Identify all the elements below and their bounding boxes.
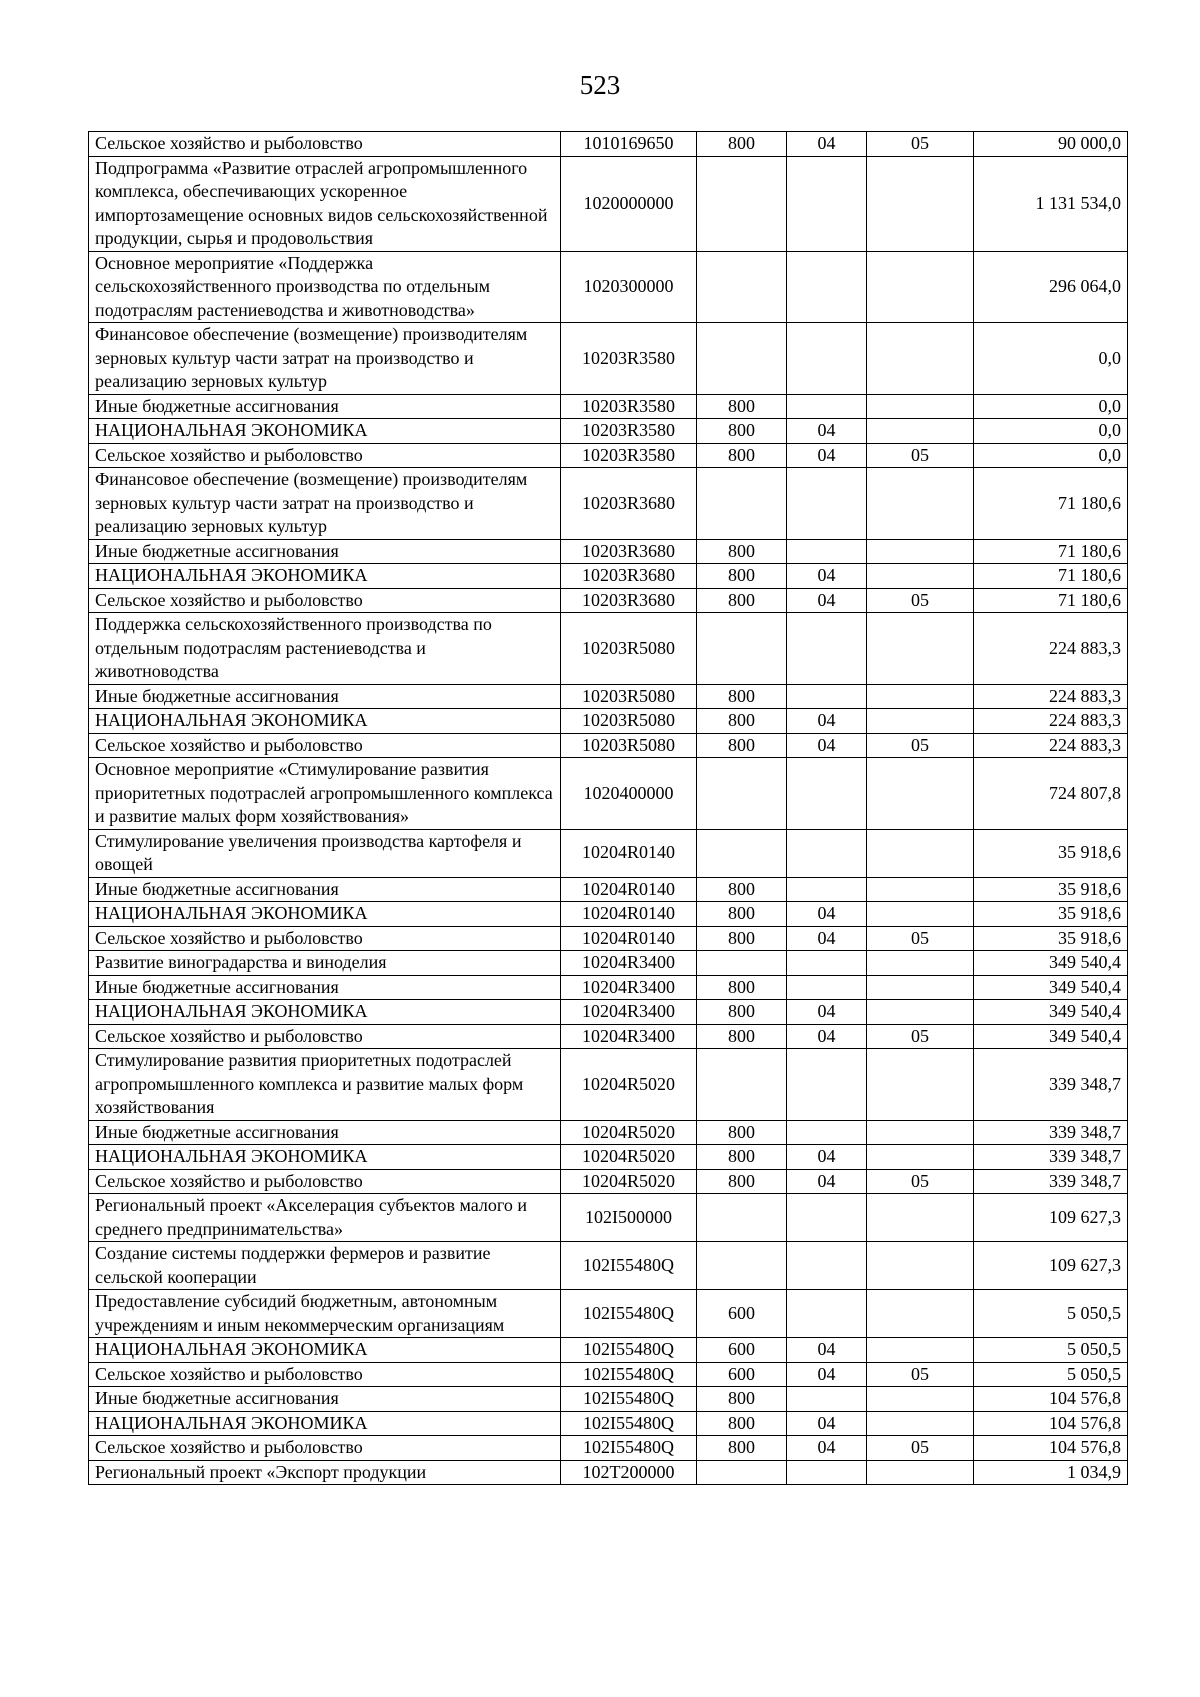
row-name-cell: Стимулирование развития приоритетных подотраслей агропромышленного комплекса и развитие малых форм хозяйствования: [89, 1049, 561, 1121]
row-expense-type-cell: [697, 1460, 787, 1485]
row-amount-cell: 71 180,6: [974, 588, 1128, 613]
row-section-cell: 04: [787, 709, 867, 734]
table-row: [89, 588, 1128, 613]
row-section-cell: 04: [787, 419, 867, 444]
row-code-cell: 102T200000: [561, 1460, 697, 1485]
row-section-cell: 04: [787, 132, 867, 157]
table-row: [89, 1024, 1128, 1049]
row-code-cell: 102I500000: [561, 1194, 697, 1242]
row-subsection-cell: [867, 1194, 974, 1242]
row-section-cell: [787, 1194, 867, 1242]
table-row: [89, 1362, 1128, 1387]
row-code-cell: 10204R0140: [561, 877, 697, 902]
row-amount-cell: 349 540,4: [974, 951, 1128, 976]
row-code-cell: 1020000000: [561, 156, 697, 251]
table-row: [89, 1000, 1128, 1025]
row-name-cell: Сельское хозяйство и рыболовство: [89, 132, 561, 157]
row-name-cell: НАЦИОНАЛЬНАЯ ЭКОНОМИКА: [89, 419, 561, 444]
row-name-cell: Поддержка сельскохозяйственного производства по отдельным подотраслям растениеводства и животноводства: [89, 613, 561, 685]
row-expense-type-cell: 800: [697, 975, 787, 1000]
row-subsection-cell: [867, 1460, 974, 1485]
row-name-cell: Сельское хозяйство и рыболовство: [89, 1362, 561, 1387]
row-name-cell: Создание системы поддержки фермеров и развитие сельской кооперации: [89, 1242, 561, 1290]
table-row: [89, 1194, 1128, 1242]
row-expense-type-cell: 800: [697, 902, 787, 927]
row-code-cell: 10203R5080: [561, 709, 697, 734]
table-row: [89, 1120, 1128, 1145]
row-amount-cell: 339 348,7: [974, 1169, 1128, 1194]
table-row: [89, 926, 1128, 951]
table-row: [89, 1145, 1128, 1170]
row-expense-type-cell: 800: [697, 1411, 787, 1436]
row-name-cell: Иные бюджетные ассигнования: [89, 975, 561, 1000]
row-amount-cell: 35 918,6: [974, 829, 1128, 877]
row-expense-type-cell: [697, 1242, 787, 1290]
row-code-cell: 10204R0140: [561, 829, 697, 877]
row-section-cell: 04: [787, 1338, 867, 1363]
table-row: [89, 1290, 1128, 1338]
table-row: [89, 132, 1128, 157]
row-amount-cell: 224 883,3: [974, 613, 1128, 685]
row-amount-cell: 224 883,3: [974, 709, 1128, 734]
row-section-cell: 04: [787, 926, 867, 951]
row-section-cell: [787, 468, 867, 540]
row-name-cell: Подпрограмма «Развитие отраслей агропромышленного комплекса, обеспечивающих ускоренное импортозамещение основных видов сельскохозяйственной продукции, сырья и продовольствия: [89, 156, 561, 251]
row-section-cell: [787, 251, 867, 323]
row-section-cell: 04: [787, 733, 867, 758]
table-row: [89, 394, 1128, 419]
row-subsection-cell: [867, 1290, 974, 1338]
row-section-cell: 04: [787, 1411, 867, 1436]
row-section-cell: [787, 684, 867, 709]
row-name-cell: Региональный проект «Экспорт продукции: [89, 1460, 561, 1485]
row-subsection-cell: [867, 951, 974, 976]
row-subsection-cell: [867, 684, 974, 709]
page-number: 523: [579, 70, 621, 100]
row-expense-type-cell: 800: [697, 1000, 787, 1025]
row-name-cell: НАЦИОНАЛЬНАЯ ЭКОНОМИКА: [89, 902, 561, 927]
row-code-cell: 10203R3680: [561, 588, 697, 613]
row-amount-cell: 0,0: [974, 443, 1128, 468]
row-subsection-cell: [867, 1145, 974, 1170]
row-code-cell: 10204R3400: [561, 951, 697, 976]
table-row: [89, 1387, 1128, 1412]
row-section-cell: 04: [787, 564, 867, 589]
table-row: [89, 323, 1128, 395]
table-row: [89, 419, 1128, 444]
table-row: [89, 251, 1128, 323]
row-code-cell: 10204R0140: [561, 926, 697, 951]
row-code-cell: 1020300000: [561, 251, 697, 323]
row-name-cell: НАЦИОНАЛЬНАЯ ЭКОНОМИКА: [89, 564, 561, 589]
row-expense-type-cell: [697, 829, 787, 877]
row-code-cell: 102I55480Q: [561, 1411, 697, 1436]
table-row: [89, 758, 1128, 830]
row-code-cell: 102I55480Q: [561, 1387, 697, 1412]
row-expense-type-cell: [697, 156, 787, 251]
row-subsection-cell: [867, 902, 974, 927]
row-expense-type-cell: [697, 251, 787, 323]
row-name-cell: Иные бюджетные ассигнования: [89, 1120, 561, 1145]
row-section-cell: [787, 1290, 867, 1338]
row-amount-cell: 90 000,0: [974, 132, 1128, 157]
table-row: [89, 733, 1128, 758]
row-name-cell: НАЦИОНАЛЬНАЯ ЭКОНОМИКА: [89, 1145, 561, 1170]
row-expense-type-cell: 800: [697, 588, 787, 613]
row-expense-type-cell: [697, 468, 787, 540]
row-subsection-cell: [867, 1242, 974, 1290]
row-expense-type-cell: 800: [697, 564, 787, 589]
table-row: [89, 564, 1128, 589]
row-expense-type-cell: 800: [697, 443, 787, 468]
row-amount-cell: 349 540,4: [974, 975, 1128, 1000]
row-code-cell: 10203R3680: [561, 564, 697, 589]
row-subsection-cell: 05: [867, 1362, 974, 1387]
table-row: [89, 443, 1128, 468]
row-amount-cell: 5 050,5: [974, 1362, 1128, 1387]
row-section-cell: 04: [787, 443, 867, 468]
row-section-cell: [787, 951, 867, 976]
row-amount-cell: 71 180,6: [974, 468, 1128, 540]
row-subsection-cell: [867, 394, 974, 419]
row-amount-cell: 1 034,9: [974, 1460, 1128, 1485]
table-row: [89, 1460, 1128, 1485]
table-row: [89, 1411, 1128, 1436]
row-expense-type-cell: [697, 1194, 787, 1242]
row-expense-type-cell: [697, 1049, 787, 1121]
table-row: [89, 951, 1128, 976]
row-amount-cell: 5 050,5: [974, 1338, 1128, 1363]
row-subsection-cell: [867, 539, 974, 564]
table-row: [89, 684, 1128, 709]
row-code-cell: 10204R0140: [561, 902, 697, 927]
row-amount-cell: 35 918,6: [974, 877, 1128, 902]
row-name-cell: Развитие виноградарства и виноделия: [89, 951, 561, 976]
table-row: [89, 468, 1128, 540]
row-subsection-cell: [867, 1120, 974, 1145]
row-code-cell: 10203R3580: [561, 394, 697, 419]
row-name-cell: Предоставление субсидий бюджетным, автономным учреждениям и иным некоммерческим организациям: [89, 1290, 561, 1338]
row-name-cell: Финансовое обеспечение (возмещение) производителям зерновых культур части затрат на производство и реализацию зерновых культур: [89, 468, 561, 540]
row-section-cell: [787, 539, 867, 564]
row-amount-cell: 109 627,3: [974, 1194, 1128, 1242]
row-amount-cell: 1 131 534,0: [974, 156, 1128, 251]
table-row: [89, 1049, 1128, 1121]
row-section-cell: 04: [787, 1436, 867, 1461]
row-subsection-cell: [867, 1000, 974, 1025]
row-subsection-cell: [867, 156, 974, 251]
row-section-cell: [787, 394, 867, 419]
row-code-cell: 10203R5080: [561, 613, 697, 685]
row-amount-cell: 339 348,7: [974, 1120, 1128, 1145]
row-name-cell: Иные бюджетные ассигнования: [89, 539, 561, 564]
row-code-cell: 102I55480Q: [561, 1290, 697, 1338]
row-name-cell: Иные бюджетные ассигнования: [89, 684, 561, 709]
row-code-cell: 102I55480Q: [561, 1242, 697, 1290]
row-subsection-cell: [867, 829, 974, 877]
row-expense-type-cell: 800: [697, 394, 787, 419]
row-subsection-cell: [867, 1387, 974, 1412]
row-expense-type-cell: 800: [697, 1436, 787, 1461]
row-name-cell: Сельское хозяйство и рыболовство: [89, 1436, 561, 1461]
row-code-cell: 1010169650: [561, 132, 697, 157]
row-amount-cell: 71 180,6: [974, 564, 1128, 589]
row-expense-type-cell: 800: [697, 684, 787, 709]
row-name-cell: Сельское хозяйство и рыболовство: [89, 443, 561, 468]
row-name-cell: Сельское хозяйство и рыболовство: [89, 588, 561, 613]
row-section-cell: 04: [787, 902, 867, 927]
row-expense-type-cell: 800: [697, 733, 787, 758]
row-amount-cell: 35 918,6: [974, 902, 1128, 927]
row-name-cell: Сельское хозяйство и рыболовство: [89, 1169, 561, 1194]
row-subsection-cell: [867, 1338, 974, 1363]
row-code-cell: 102I55480Q: [561, 1436, 697, 1461]
row-subsection-cell: 05: [867, 1169, 974, 1194]
row-code-cell: 10203R3580: [561, 443, 697, 468]
row-subsection-cell: 05: [867, 443, 974, 468]
row-name-cell: Стимулирование увеличения производства картофеля и овощей: [89, 829, 561, 877]
row-amount-cell: 0,0: [974, 323, 1128, 395]
row-amount-cell: 104 576,8: [974, 1436, 1128, 1461]
row-section-cell: [787, 323, 867, 395]
row-amount-cell: 349 540,4: [974, 1000, 1128, 1025]
row-amount-cell: 224 883,3: [974, 733, 1128, 758]
row-code-cell: 10203R3680: [561, 539, 697, 564]
row-expense-type-cell: 800: [697, 539, 787, 564]
row-expense-type-cell: 600: [697, 1338, 787, 1363]
row-section-cell: [787, 975, 867, 1000]
row-subsection-cell: [867, 1049, 974, 1121]
row-subsection-cell: [867, 613, 974, 685]
row-name-cell: Сельское хозяйство и рыболовство: [89, 926, 561, 951]
row-amount-cell: 339 348,7: [974, 1049, 1128, 1121]
row-code-cell: 10203R3580: [561, 419, 697, 444]
table-row: [89, 709, 1128, 734]
row-amount-cell: 224 883,3: [974, 684, 1128, 709]
table-row: [89, 613, 1128, 685]
row-name-cell: Основное мероприятие «Стимулирование развития приоритетных подотраслей агропромышленного комплекса и развитие малых форм хозяйствования»: [89, 758, 561, 830]
row-amount-cell: 349 540,4: [974, 1024, 1128, 1049]
budget-table: [88, 131, 1128, 1485]
row-amount-cell: 0,0: [974, 394, 1128, 419]
row-code-cell: 10204R5020: [561, 1049, 697, 1121]
row-expense-type-cell: [697, 613, 787, 685]
row-subsection-cell: 05: [867, 733, 974, 758]
row-section-cell: 04: [787, 1000, 867, 1025]
row-subsection-cell: [867, 251, 974, 323]
row-subsection-cell: [867, 877, 974, 902]
row-code-cell: 10204R5020: [561, 1145, 697, 1170]
row-name-cell: Иные бюджетные ассигнования: [89, 394, 561, 419]
row-expense-type-cell: 600: [697, 1362, 787, 1387]
row-subsection-cell: 05: [867, 132, 974, 157]
row-code-cell: 102I55480Q: [561, 1362, 697, 1387]
row-expense-type-cell: [697, 323, 787, 395]
row-amount-cell: 104 576,8: [974, 1411, 1128, 1436]
row-section-cell: [787, 1049, 867, 1121]
row-name-cell: НАЦИОНАЛЬНАЯ ЭКОНОМИКА: [89, 1411, 561, 1436]
row-section-cell: [787, 1242, 867, 1290]
row-subsection-cell: [867, 975, 974, 1000]
row-name-cell: Финансовое обеспечение (возмещение) производителям зерновых культур части затрат на производство и реализацию зерновых культур: [89, 323, 561, 395]
table-row: [89, 156, 1128, 251]
row-expense-type-cell: 800: [697, 1120, 787, 1145]
row-code-cell: 102I55480Q: [561, 1338, 697, 1363]
row-section-cell: [787, 758, 867, 830]
row-section-cell: [787, 613, 867, 685]
row-amount-cell: 5 050,5: [974, 1290, 1128, 1338]
row-code-cell: 10204R5020: [561, 1120, 697, 1145]
row-expense-type-cell: 800: [697, 419, 787, 444]
row-code-cell: 10203R5080: [561, 733, 697, 758]
row-subsection-cell: 05: [867, 588, 974, 613]
row-section-cell: 04: [787, 1362, 867, 1387]
row-subsection-cell: [867, 323, 974, 395]
table-row: [89, 1338, 1128, 1363]
row-expense-type-cell: 800: [697, 1024, 787, 1049]
row-amount-cell: 296 064,0: [974, 251, 1128, 323]
table-row: [89, 539, 1128, 564]
row-code-cell: 10204R3400: [561, 1024, 697, 1049]
row-expense-type-cell: 800: [697, 877, 787, 902]
row-code-cell: 10203R3680: [561, 468, 697, 540]
row-code-cell: 10203R3580: [561, 323, 697, 395]
row-expense-type-cell: 800: [697, 1169, 787, 1194]
row-expense-type-cell: 600: [697, 1290, 787, 1338]
row-section-cell: 04: [787, 1169, 867, 1194]
row-amount-cell: 339 348,7: [974, 1145, 1128, 1170]
row-name-cell: НАЦИОНАЛЬНАЯ ЭКОНОМИКА: [89, 1338, 561, 1363]
row-code-cell: 10204R3400: [561, 975, 697, 1000]
row-name-cell: Сельское хозяйство и рыболовство: [89, 733, 561, 758]
row-section-cell: [787, 1460, 867, 1485]
table-row: [89, 829, 1128, 877]
row-section-cell: 04: [787, 588, 867, 613]
row-subsection-cell: [867, 1411, 974, 1436]
row-subsection-cell: [867, 709, 974, 734]
row-name-cell: Региональный проект «Акселерация субъектов малого и среднего предпринимательства»: [89, 1194, 561, 1242]
row-code-cell: 10204R5020: [561, 1169, 697, 1194]
row-section-cell: [787, 829, 867, 877]
row-expense-type-cell: [697, 951, 787, 976]
row-amount-cell: 724 807,8: [974, 758, 1128, 830]
row-subsection-cell: [867, 564, 974, 589]
row-section-cell: 04: [787, 1024, 867, 1049]
row-amount-cell: 109 627,3: [974, 1242, 1128, 1290]
row-expense-type-cell: 800: [697, 1145, 787, 1170]
row-code-cell: 10203R5080: [561, 684, 697, 709]
row-subsection-cell: [867, 758, 974, 830]
row-subsection-cell: [867, 468, 974, 540]
row-amount-cell: 71 180,6: [974, 539, 1128, 564]
row-subsection-cell: 05: [867, 926, 974, 951]
row-name-cell: НАЦИОНАЛЬНАЯ ЭКОНОМИКА: [89, 1000, 561, 1025]
row-name-cell: Иные бюджетные ассигнования: [89, 1387, 561, 1412]
row-section-cell: [787, 877, 867, 902]
row-code-cell: 1020400000: [561, 758, 697, 830]
table-row: [89, 1242, 1128, 1290]
row-expense-type-cell: 800: [697, 132, 787, 157]
row-amount-cell: 35 918,6: [974, 926, 1128, 951]
row-name-cell: Иные бюджетные ассигнования: [89, 877, 561, 902]
row-name-cell: Основное мероприятие «Поддержка сельскохозяйственного производства по отдельным подотраслям растениеводства и животноводства»: [89, 251, 561, 323]
table-row: [89, 1169, 1128, 1194]
table-row: [89, 1436, 1128, 1461]
row-code-cell: 10204R3400: [561, 1000, 697, 1025]
row-amount-cell: 104 576,8: [974, 1387, 1128, 1412]
budget-table-body: [89, 132, 1128, 1485]
table-row: [89, 877, 1128, 902]
row-amount-cell: 0,0: [974, 419, 1128, 444]
row-expense-type-cell: [697, 758, 787, 830]
row-subsection-cell: [867, 419, 974, 444]
row-subsection-cell: 05: [867, 1436, 974, 1461]
row-subsection-cell: 05: [867, 1024, 974, 1049]
row-expense-type-cell: 800: [697, 709, 787, 734]
row-name-cell: НАЦИОНАЛЬНАЯ ЭКОНОМИКА: [89, 709, 561, 734]
row-section-cell: [787, 1387, 867, 1412]
row-section-cell: [787, 156, 867, 251]
table-row: [89, 975, 1128, 1000]
row-section-cell: [787, 1120, 867, 1145]
row-name-cell: Сельское хозяйство и рыболовство: [89, 1024, 561, 1049]
row-section-cell: 04: [787, 1145, 867, 1170]
row-expense-type-cell: 800: [697, 926, 787, 951]
table-row: [89, 902, 1128, 927]
row-expense-type-cell: 800: [697, 1387, 787, 1412]
